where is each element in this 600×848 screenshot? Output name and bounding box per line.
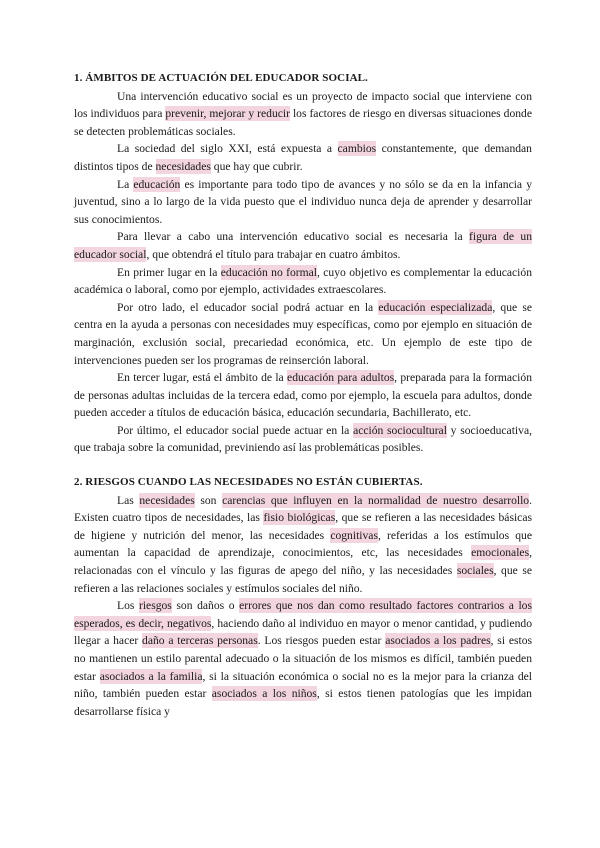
highlighted-text: asociados a la familia — [99, 669, 203, 683]
paragraph-text: Las — [117, 493, 140, 507]
highlighted-text: prevenir, mejorar y reducir — [165, 107, 290, 121]
paragraph-text: , que se refieren a las relaciones sociales y estímulos sociales del niño. — [74, 564, 532, 595]
paragraph-text: , si estos tienen patologías que les impidan desarrollarse física y — [74, 687, 532, 718]
section-2-body — [74, 492, 532, 721]
paragraph-text: , que se refieren a las necesidades básicas de higiene y nutrición del menor, las necesidades — [74, 511, 532, 542]
highlighted-text: figura de un educador social — [74, 230, 532, 261]
paragraph — [74, 597, 532, 720]
paragraph-text: Una intervención educativo social es un proyecto de impacto social que interviene con los individuos para — [74, 89, 532, 121]
section-1-heading: 1. ÁMBITOS DE ACTUACIÓN DEL EDUCADOR SOCIAL. — [74, 72, 368, 84]
highlighted-text: educación — [133, 177, 181, 191]
paragraph-text: son daños o — [171, 599, 240, 613]
highlighted-text: sociales — [456, 564, 494, 578]
highlighted-text: cambios — [337, 142, 377, 156]
paragraph-text: y socioeducativa, que trabaja sobre la comunidad, previniendo así las problemáticas posibles. — [74, 423, 532, 455]
paragraph — [74, 369, 532, 422]
paragraph-text: , relacionadas con el vínculo y las figuras de apego del niño, y las necesidades — [74, 546, 532, 578]
paragraph-text: Los — [117, 599, 139, 613]
paragraph-text: La — [117, 177, 134, 191]
highlighted-text: educación para adultos — [287, 371, 395, 385]
highlighted-text: acción sociocultural — [353, 423, 447, 437]
paragraph-text: , si la situación económica o social no es la mejor para la crianza del niño, también pueden estar — [74, 669, 532, 701]
paragraph-text: , referidas a los estímulos que aumentan la capacidad de aprendizaje, conocimientos, etc, las necesidades — [74, 528, 532, 560]
paragraph — [74, 422, 532, 457]
paragraph-text: . Los riesgos pueden estar — [257, 634, 386, 648]
paragraph-text: los factores de riesgo en diversas situaciones donde se detecten problemáticas sociales. — [74, 107, 532, 138]
paragraph-text: , que obtendrá el título para trabajar en cuatro ámbitos. — [146, 247, 401, 261]
highlighted-text: necesidades — [155, 159, 211, 173]
paragraph — [74, 299, 532, 369]
paragraph-text: Por último, el educador social puede actuar en la — [117, 423, 354, 437]
section-2-heading: 2. RIESGOS CUANDO LAS NECESIDADES NO ESTÁN CUBIERTAS. — [74, 476, 423, 489]
paragraph-text: , si estos no mantienen un estilo parental adecuado o la situación de los mismos es difícil, también pueden estar — [74, 634, 533, 683]
paragraph-text: , haciendo daño al individuo en mayor o menor cantidad, y pudiendo llegar a hacer — [74, 616, 532, 648]
highlighted-text: fisio biológicas — [263, 511, 336, 525]
section-1-body — [74, 88, 532, 457]
paragraph — [74, 228, 532, 263]
paragraph-text: . Existen cuatro tipos de necesidades, las — [74, 493, 533, 525]
highlighted-text: errores que nos dan como resultado factores contrarios a los esperados, es decir, negativos — [74, 599, 532, 630]
highlighted-text: riesgos — [138, 599, 172, 613]
paragraph-text: La sociedad del siglo XXI, está expuesta a — [117, 142, 338, 156]
paragraph — [74, 176, 532, 229]
paragraph — [74, 492, 532, 598]
highlighted-text: daño a terceras personas — [142, 634, 258, 648]
highlighted-text: cognitivas — [330, 528, 378, 542]
paragraph-text: constantemente, que demandan distintos tipos de — [74, 142, 532, 173]
paragraph-text: , que se centra en la ayuda a personas con necesidades muy específicas, como por ejemplo en situación de marginación, exclusión social, precariedad económica, etc. Un ejemplo de este tipo de intervenciones pueden ser los programas de reinserción laboral. — [74, 300, 533, 367]
paragraph — [74, 264, 532, 299]
paragraph — [74, 140, 532, 175]
paragraph-text: Para llevar a cabo una intervención educativo social es necesaria la — [117, 230, 470, 244]
paragraph-text: Por otro lado, el educador social podrá actuar en la — [117, 300, 379, 314]
highlighted-text: carencias que influyen en la normalidad de nuestro desarrollo — [222, 493, 530, 507]
paragraph-text: En primer lugar en la — [117, 265, 221, 279]
paragraph — [74, 88, 532, 141]
highlighted-text: educación no formal — [220, 265, 318, 279]
paragraph-text: , preparada para la formación de personas adultas incluidas de la tercera edad, como por ejemplo, la escuela para adultos, donde pueden acceder a títulos de educación básica, educación secundaria, Bachillerato, etc. — [74, 371, 533, 420]
paragraph-text: , cuyo objetivo es complementar la educación académica o laboral, como por ejemplo, actividades extraescolares. — [74, 265, 533, 297]
highlighted-text: asociados a los padres — [385, 634, 491, 648]
paragraph-text: son — [194, 493, 223, 507]
highlighted-text: necesidades — [139, 493, 195, 507]
paragraph-text: que hay que cubrir. — [210, 159, 303, 173]
highlighted-text: asociados a los niños — [211, 687, 317, 701]
paragraph-text: es importante para todo tipo de avances y no sólo se da en la infancia y juventud, sino a lo largo de la vida puesto que el individuo nunca deja de aprender y desarrollar sus conocimientos. — [74, 177, 532, 226]
paragraph-text: En tercer lugar, está el ámbito de la — [117, 371, 288, 385]
highlighted-text: educación especializada — [378, 300, 493, 314]
document-body — [74, 70, 532, 720]
highlighted-text: emocionales — [471, 546, 530, 560]
